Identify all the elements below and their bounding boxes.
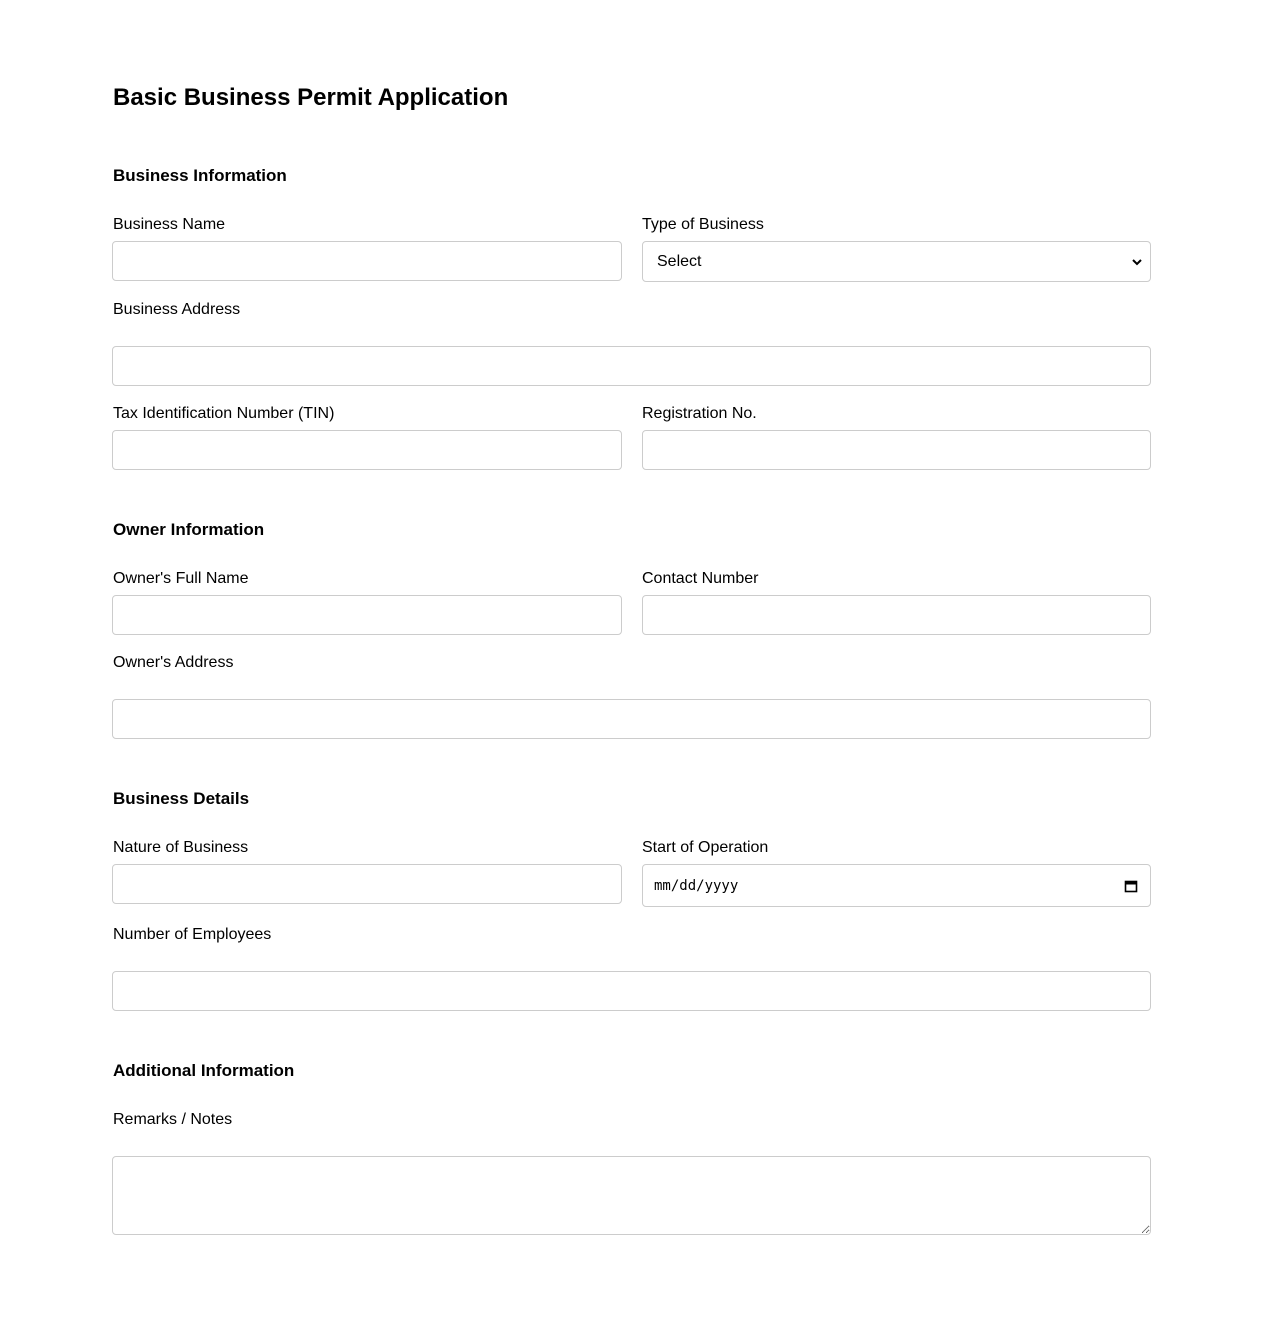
contact-number-input[interactable]: [642, 595, 1151, 635]
calendar-icon[interactable]: [1124, 879, 1138, 893]
business-address-label: Business Address: [113, 301, 241, 318]
registration-no-input[interactable]: [642, 430, 1151, 470]
start-of-operation-label: Start of Operation: [642, 839, 769, 856]
owner-full-name-input[interactable]: [112, 595, 622, 635]
nature-of-business-label: Nature of Business: [113, 839, 249, 856]
nature-of-business-input[interactable]: [112, 864, 622, 904]
date-placeholder: mm/dd/yyyy: [654, 877, 739, 894]
section-heading-owner-information: Owner Information: [113, 520, 265, 539]
registration-no-label: Registration No.: [642, 405, 757, 422]
remarks-textarea[interactable]: [112, 1156, 1151, 1235]
number-of-employees-input[interactable]: [112, 971, 1151, 1011]
section-heading-business-details: Business Details: [113, 789, 250, 808]
page-title: Basic Business Permit Application: [113, 84, 509, 111]
type-of-business-select[interactable]: [642, 241, 1151, 282]
tin-label: Tax Identification Number (TIN): [113, 405, 335, 422]
type-of-business-value: Select: [657, 252, 702, 270]
chevron-down-icon: [1132, 258, 1142, 266]
business-name-label: Business Name: [113, 216, 226, 233]
tin-input[interactable]: [112, 430, 622, 470]
business-address-input[interactable]: [112, 346, 1151, 386]
section-heading-business-information: Business Information: [113, 166, 287, 185]
business-name-input[interactable]: [112, 241, 622, 281]
number-of-employees-label: Number of Employees: [113, 926, 272, 943]
contact-number-label: Contact Number: [642, 570, 759, 587]
owner-full-name-label: Owner's Full Name: [113, 570, 249, 587]
start-of-operation-date-input[interactable]: [642, 864, 1151, 907]
type-of-business-label: Type of Business: [642, 216, 764, 233]
owner-address-input[interactable]: [112, 699, 1151, 739]
remarks-label: Remarks / Notes: [113, 1111, 233, 1128]
owner-address-label: Owner's Address: [113, 654, 234, 671]
section-heading-additional-information: Additional Information: [113, 1061, 295, 1080]
